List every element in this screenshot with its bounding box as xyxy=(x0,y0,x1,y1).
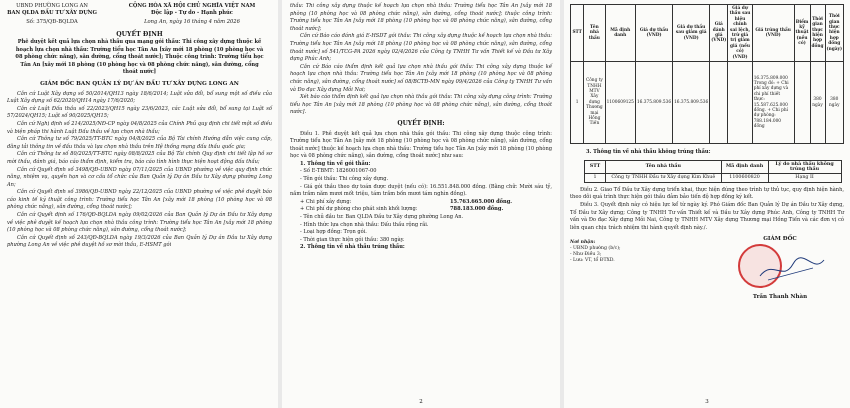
package-price: - Giá gói thầu theo dự toán được duyệt (nếu có): 16.551.848.000 đồng. (Bằng chữ: Mười sáu tỷ, năm trăm năm mươi mốt triệu, tám trăm bốn mươi tám nghìn đồng). xyxy=(290,183,552,198)
signer-title: GIÁM ĐỐC xyxy=(763,236,797,243)
table-header-cell: Giá trúng thầu (VND) xyxy=(752,5,794,62)
place-date: Long An, ngày 16 tháng 4 năm 2026 xyxy=(144,19,240,25)
doc-number: Số: 375/QĐ-BQLDA xyxy=(26,19,78,25)
table-cell: 1100600820 xyxy=(721,174,768,182)
contingency-line xyxy=(290,206,552,214)
recipients-block xyxy=(570,240,621,264)
section-winner-info: 2. Thông tin về nhà thầu trúng thầu: xyxy=(300,244,405,251)
table-cell: 380 ngày xyxy=(825,62,843,144)
section-package-info: 1. Thông tin về gói thầu: xyxy=(300,160,371,167)
contract-type: - Loại hợp đồng: Trọn gói. xyxy=(300,229,367,236)
table-header-cell: STT xyxy=(585,160,606,174)
table-cell: 16.375.809.536 xyxy=(635,62,672,144)
national-block xyxy=(112,3,272,26)
direct-cost-label: + Chi phí xây dựng: xyxy=(300,198,352,205)
table-cell: Công ty TNHH Đầu tư Xây dựng Kim Khuê xyxy=(606,174,722,182)
winner-table xyxy=(570,4,844,144)
table-cell: 1 xyxy=(571,62,584,144)
legal-basis-item: Căn cứ Nghị định số 214/2025/NĐ-CP ngày 04/8/2025 của Chính Phủ quy định chi tiết một số điều và biện pháp thi hành Luật Đấu thầu về lựa chọn nhà thầu; xyxy=(7,120,272,135)
basis-appraisal-report: Căn cứ Báo cáo thẩm định kết quả lựa chọn nhà thầu gói thầu: Thi công xây dựng thuộc kế hoạch lựa chọn nhà thầu: Trường tiểu học Tân An [xây mới 18 phòng (10 phòng học và 08 phòng chức năng), sân đường, cổng thoát nước] số 08/BCTĐ-MN ngày 09/4/2026 của Công ty TNHH Tư vấn và Đo đạc Xây dựng Mỏi Nai; xyxy=(290,63,552,93)
table-cell: 1 xyxy=(585,174,606,182)
table-cell: 16.375.809.536 xyxy=(673,62,710,144)
agency-name: UBND PHƯỜNG LONG AN xyxy=(16,3,88,9)
table-header-row xyxy=(571,5,844,62)
table-header-cell: Giá đánh giá (VND) xyxy=(710,5,728,62)
recipient-item: - UBND phường (b/c); xyxy=(570,246,621,252)
basis-consideration: Xét báo cáo thẩm định kết quả lựa chọn nhà thầu gói thầu: Thi công xây dựng công trình: Trường tiểu học Tân An [xây mới 18 phòng (10 phòng học và 08 phòng chức năng), sân đường, cổng thoát nước]. xyxy=(290,94,552,116)
decides-heading: QUYẾT ĐỊNH: xyxy=(397,119,445,127)
table-cell-winning-price xyxy=(752,62,794,144)
table-cell: Công ty TNHH MTV Xây dựng Thương mại Hồng Tiến xyxy=(584,62,605,144)
agency-block xyxy=(7,3,97,26)
article-1: Điều 1. Phê duyệt kết quả lựa chọn nhà thầu gói thầu: Thi công xây dựng thuộc công trình: Trường tiểu học Tân An [xây mới 18 phòng (10 phòng học và 08 phòng chức năng), sân đường, cổng thoát nước] thuộc kế hoạch lựa chọn nhà thầu: Trường tiểu học Tân An [xây mới 18 phòng (10 phòng học và 08 phòng chức năng), sân đường, cổng thoát nước] như sau: xyxy=(290,130,552,160)
loser-table xyxy=(584,160,842,183)
table-header-cell: Tên nhà thầu xyxy=(606,160,722,174)
signature-area xyxy=(570,236,844,316)
table-header-cell: Lý do nhà thầu không trúng thầu xyxy=(768,160,841,174)
package-name: - Tên gói thầu: Thi công xây dựng. xyxy=(300,176,389,183)
board-name: BAN QLDA ĐẦU TƯ XÂY DỰNG xyxy=(7,10,97,16)
legal-basis-item: Căn cứ Quyết định số 3986/QĐ-UBND ngày 22/12/2025 của UBND phường về việc phê duyệt báo cáo kinh tế kỹ thuật công trình: Trường tiểu học Tân An [xây mới 18 phòng (10 phòng học và 08 phòng chức năng), sân đường, cổng thoát nước]; xyxy=(7,189,272,211)
document-header xyxy=(7,3,272,26)
legal-basis-item: Căn cứ Thông tư số 79/2025/TT-BTC ngày 04/8/2025 của Bộ Tài chính Hướng dẫn việc cung cấp, đăng tải thông tin về đấu thầu và lựa chọn nhà thầu trên Hệ thống mạng đấu thầu quốc gia; xyxy=(7,136,272,150)
document-page-3 xyxy=(564,0,850,408)
table-header-cell: Giá dự thầu sau hiệu chỉnh sai lệch, trừ giá trị giảm giá (nếu có) (VND) xyxy=(729,6,751,60)
section-loser-info: 3. Thông tin về nhà thầu không trúng thầu: xyxy=(586,149,711,156)
recipient-item: - Như Điều 3; xyxy=(570,252,602,258)
recipients-label: Nơi nhận: xyxy=(570,240,596,246)
legal-basis-item: Căn cứ Luật Xây dựng số 50/2014/QH13 ngày 18/6/2014; Luật sửa đổi, bổ sung một số điều của Luật Xây dựng số 62/2020/QH14 ngày 17/6/2020; xyxy=(7,90,272,105)
legal-basis-list xyxy=(7,91,272,250)
signer-block xyxy=(730,236,830,301)
table-cell: 380 ngày xyxy=(810,62,825,144)
tbmt-number: - Số E-TBMT: 1826001067-00 xyxy=(300,168,377,175)
table-cell xyxy=(794,62,810,144)
table-cell xyxy=(728,62,752,144)
table-header-cell: Mã định danh xyxy=(605,5,635,62)
document-subject: Phê duyệt kết quả lựa chọn nhà thầu qua mạng gói thầu: Thi công xây dựng thuộc kế hoạch lựa chọn nhà thầu: Trường tiểu học Tân An [xây mới 18 phòng (10 phòng học và 08 phòng chức năng), sân đường, cổng thoát nước]; Thuộc công trình: Trường tiểu học Tân An [xây mới 18 phòng (10 phòng học và 08 phòng chức năng), sân đường, cổng thoát nước] xyxy=(15,39,264,76)
document-title: QUYẾT ĐỊNH xyxy=(116,31,163,38)
legal-basis-item: Căn cứ Quyết định số 3498/QĐ-UBND ngày 07/11/2025 của UBND phường về việc quy định chức năng, nhiệm vụ, quyền hạn và cơ cấu tổ chức của Ban Quản lý Dự án Đầu tư Xây dựng phường Long An; xyxy=(7,166,272,188)
package-duration: - Thời gian thực hiện gói thầu: 380 ngày. xyxy=(300,236,405,243)
motto: Độc lập - Tự do - Hạnh phúc xyxy=(151,10,233,16)
table-header-cell: Tên nhà thầu xyxy=(584,5,605,62)
signer-name: Trần Thanh Nhàn xyxy=(752,294,808,301)
country-name: CỘNG HÒA XÃ HỘI CHỦ NGHĨA VIỆT NAM xyxy=(128,3,256,9)
selection-form: - Hình thức lựa chọn nhà thầu: Đấu thầu rộng rãi. xyxy=(300,221,429,228)
table-header-cell: Thời gian thực hiện hợp đồng (ngày) xyxy=(825,5,843,62)
table-cell: 1100609125 xyxy=(605,62,635,144)
issuing-authority: GIÁM ĐỐC BAN QUẢN LÝ DỰ ÁN ĐẦU TƯ XÂY DỰNG LONG AN xyxy=(40,80,239,87)
basis-evaluation-report: Căn cứ Báo cáo đánh giá E-HSDT gói thầu: Thi công xây dựng thuộc kế hoạch lựa chọn nhà thầu: Trường tiểu học Tân An [xây mới 18 phòng (10 phòng học và 08 phòng chức năng), sân đường, cổng thoát nước] số 541/TCG-PA 2026 ngày 02/4/2026 của Công ty TNHH Tư vấn Thiết kế và Đầu tư Xây dựng Phúc Anh; xyxy=(290,33,552,63)
document-page-2 xyxy=(282,0,560,408)
investor-name: - Tên chủ đầu tư: Ban QLDA Đầu tư Xây dựng phường Long An. xyxy=(300,214,464,221)
legal-basis-item: Căn cứ Quyết định số 176/QĐ-BQLDA ngày 09/02/2026 của Ban Quản lý Dự án Đầu tư Xây dựng về việc phê duyệt kế hoạch lựa chọn nhà thầu công trình: Trường tiểu học Tân An [xây mới 18 phòng (10 phòng học và 08 phòng chức năng), sân đường, cổng thoát nước]; xyxy=(7,212,272,234)
contingency-value: 788.183.000 đồng. xyxy=(450,206,504,213)
table-cell: Hạng II xyxy=(768,174,841,182)
page-number: 2 xyxy=(419,399,423,405)
article-3: Điều 3. Quyết định này có hiệu lực kể từ ngày ký. Phó Giám đốc Ban Quản lý Dự án Đầu tư Xây dựng, Tổ Đầu tư Xây dựng; Công ty TNHH Tư vấn Thiết kế và Đầu tư Xây dựng Phúc Anh, Công ty TNHH Tư vấn và Đo đạc Xây dựng Mỏi Nai, Công ty TNHH MTV Xây dựng Thương mại Hồng Tiến và các đơn vị có liên quan chịu trách nhiệm thi hành quyết định này./. xyxy=(570,202,844,231)
table-header-cell: STT xyxy=(571,5,584,62)
article-2: Điều 2. Giao Tổ Đầu tư Xây dựng triển khai, thực hiện đúng theo trình tự thủ tục, quy định hiện hành, theo dõi quá trình thực hiện gói thầu đảm bảo tiến độ hợp đồng ký kết. xyxy=(570,186,844,201)
winning-price: 16.375.809.000 xyxy=(753,75,788,81)
recipient-item: - Lưu: VT, tổ ĐTXD. xyxy=(570,258,615,264)
table-header-cell: Thời gian thực hiện hợp đồng xyxy=(810,5,825,62)
document-page-1 xyxy=(0,0,278,408)
legal-basis-item: Căn cứ Quyết định số 243/QĐ-BQLDA ngày 19/3/2026 của Ban Quản lý Dự án Đầu tư Xây dựng phường Long An về việc phê duyệt hồ sơ mời thầu, E-HSMT gói xyxy=(7,234,272,249)
table-header-row xyxy=(585,160,842,174)
legal-basis-item: Căn cứ Luật Đấu thầu số 22/2023/QH15 ngày 23/6/2023, các Luật sửa đổi, bổ sung tại Luật số 57/2024/QH15; Luật số 90/2025/QH15; xyxy=(7,105,272,120)
table-row xyxy=(571,62,844,144)
table-header-cell: Giá dự thầu sau giảm giá (VND) xyxy=(673,5,710,62)
table-row xyxy=(585,174,842,182)
table-cell xyxy=(710,62,728,144)
signature-scribble xyxy=(758,254,828,284)
contingency-label: + Chi phí dự phòng cho phát sinh khối lượng: xyxy=(300,206,418,213)
table-header-cell: Điểm kỹ thuật (nếu có) xyxy=(794,5,810,62)
table-header-cell: Giá dự thầu (VND) xyxy=(635,5,672,62)
page-number: 3 xyxy=(705,399,709,405)
direct-cost-value: 15.763.665.000 đồng. xyxy=(450,198,513,205)
legal-basis-item: Căn cứ Thông tư số 80/2025/TT-BTC ngày 08/8/2025 của Bộ Tài chính Quy định chi tiết lập hồ sơ mời thầu, đánh giá, báo cáo thẩm định, kiểm tra, báo cáo tình hình thực hiện hoạt động đấu thầu; xyxy=(7,151,272,165)
basis-continued: thầu: Thi công xây dựng thuộc kế hoạch lựa chọn nhà thầu: Trường tiểu học Tân An [xây mới 18 phòng (10 phòng học và 08 phòng chức năng), sân đường, cổng thoát nước]; thuộc công trình: Trường tiểu học Tân An [xây mới 18 phòng (10 phòng học và 08 phòng chức năng), sân đường, cổng thoát nước]; xyxy=(290,3,552,32)
table-header-cell: Mã định danh xyxy=(721,160,768,174)
winning-price-detail: Trong đó: + Chi phí xây dựng và chi phí thiết thực: 15.587.625.000 đồng. + Chi phí dự phòng: 788.184.000 đồng xyxy=(753,80,789,130)
